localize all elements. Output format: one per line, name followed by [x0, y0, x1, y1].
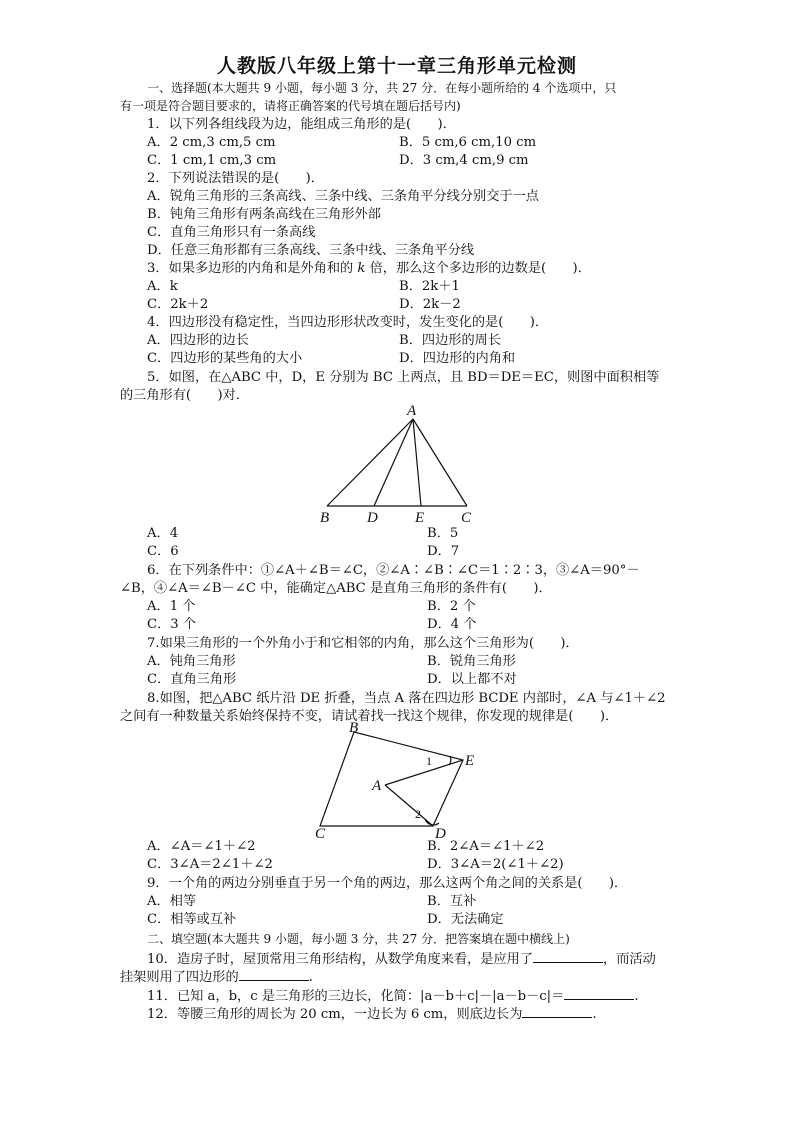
- q3-stem: 3．如果多边形的内角和是外角和的 k 倍，那么这个多边形的边数是( )．: [147, 261, 591, 276]
- q11-blank[interactable]: [564, 986, 634, 1000]
- q5-segment-ad: [374, 419, 413, 506]
- q8-option-c: C．3∠A＝2∠1＋∠2: [147, 857, 273, 872]
- q8-options-row2: [147, 856, 707, 874]
- q8-label-d: D: [435, 826, 446, 842]
- q12-line: 12．等腰三角形的周长为 20 cm，一边长为 6 cm，则底边长为 .: [147, 1004, 707, 1024]
- q5-label-d: D: [367, 510, 378, 526]
- q8-quadrilateral-bcde: [320, 732, 463, 826]
- q9-options-row2: [147, 911, 707, 929]
- q3-option-a: A．k: [147, 279, 178, 294]
- q6-options-row2: [147, 616, 707, 634]
- q5-stem-line1: 5．如图，在△ABC 中，D，E 分别为 BC 上两点，且 BD＝DE＝EC，则图中面积相等: [147, 370, 660, 385]
- q1-option-c: C．1 cm,1 cm,3 cm: [147, 153, 277, 168]
- q7-options-row2: [147, 671, 707, 689]
- q5-options-row1: [147, 525, 707, 543]
- q8-label-c: C: [315, 826, 326, 842]
- q5-option-d: D．7: [427, 544, 460, 559]
- q8-option-d: D．3∠A＝2(∠1＋∠2): [427, 857, 564, 872]
- q8-label-a: A: [372, 778, 382, 794]
- q5-label-a: A: [407, 403, 417, 419]
- q2-stem: 2．下列说法错误的是( )．: [147, 171, 324, 186]
- q8-stem-line1: 8.如图，把△ABC 纸片沿 DE 折叠，当点 A 落在四边形 BCDE 内部时，∠A 与∠1＋∠2: [147, 691, 666, 706]
- q2-option-d: D．任意三角形都有三条高线、三条中线、三条角平分线: [147, 243, 475, 258]
- q6-option-a: A．1 个: [147, 599, 196, 614]
- q12-blank[interactable]: [522, 1004, 592, 1018]
- q1-option-d: D．3 cm,4 cm,9 cm: [399, 153, 529, 168]
- q8-option-a: A．∠A＝∠1＋∠2: [147, 839, 256, 854]
- q1-option-b: B．5 cm,6 cm,10 cm: [399, 135, 537, 150]
- q7-option-d: D．以上都不对: [427, 672, 517, 687]
- q4-option-c: C．四边形的某些角的大小: [147, 351, 303, 366]
- q10-blank-1[interactable]: [533, 949, 603, 963]
- q3-option-d: D．2k－2: [399, 297, 461, 312]
- q5-options-row2: [147, 543, 707, 561]
- q1-stem: 1．以下列各组线段为边，能组成三角形的是( )．: [147, 117, 456, 132]
- q1-options-row2: [147, 152, 707, 170]
- q10-line1: 10．造房子时，屋顶常用三角形结构，从数学角度来看，是应用了 ，而活动: [147, 949, 707, 969]
- q6-stem-line2: ∠B，④∠A＝∠B－∠C 中，能确定△ABC 是直角三角形的条件有( )．: [120, 581, 552, 596]
- q5-option-c: C．6: [147, 544, 179, 559]
- q8-label-e: E: [465, 753, 475, 769]
- q8-label-angle2: 2: [415, 807, 421, 821]
- q5-label-c: C: [461, 510, 472, 526]
- q4-option-a: A．四边形的边长: [147, 333, 249, 348]
- q7-option-c: C．直角三角形: [147, 672, 237, 687]
- q8-fold-figure: [305, 720, 495, 845]
- q9-option-b: B．互补: [427, 894, 477, 909]
- q5-side-ab: [327, 419, 413, 506]
- q6-option-d: D．4 个: [427, 617, 477, 632]
- q1-options-row1: [147, 134, 707, 152]
- section1-intro-line2: 有一项是符合题目要求的，请将正确答案的代号填在题后括号内): [120, 99, 461, 113]
- q8-angle1-arc: [449, 756, 451, 765]
- q5-option-b: B．5: [427, 526, 459, 541]
- q8-segment-ea: [385, 760, 463, 785]
- q6-option-b: B．2 个: [427, 599, 476, 614]
- q5-label-e: E: [415, 510, 425, 526]
- q5-stem-line2: 的三角形有( )对．: [120, 388, 249, 403]
- q8-angle2-arc: [425, 819, 439, 825]
- q9-option-a: A．相等: [147, 894, 197, 909]
- q8-label-angle1: 1: [426, 754, 432, 768]
- q2-option-b: B．钝角三角形有两条高线在三角形外部: [147, 207, 381, 222]
- q5-triangle-figure: [310, 400, 490, 528]
- q9-option-d: D．无法确定: [427, 912, 504, 927]
- q8-option-b: B．2∠A＝∠1＋∠2: [427, 839, 545, 854]
- q7-option-b: B．锐角三角形: [427, 654, 516, 669]
- q4-option-b: B．四边形的周长: [399, 333, 502, 348]
- q4-options-row1: [147, 332, 707, 350]
- q5-option-a: A．4: [147, 526, 179, 541]
- q2-option-a: A．锐角三角形的三条高线、三条中线、三条角平分线分别交于一点: [147, 189, 539, 204]
- q4-option-d: D．四边形的内角和: [399, 351, 516, 366]
- section1-intro-line1: 一、选择题(本大题共 9 小题，每小题 3 分，共 27 分．在每小题所给的 4 个选项中，只: [147, 81, 617, 95]
- q5-segment-ae: [413, 419, 421, 506]
- q5-label-b: B: [320, 510, 330, 526]
- q8-label-b: B: [349, 720, 359, 736]
- q2-option-c: C．直角三角形只有一条高线: [147, 225, 316, 240]
- section2-intro: 二、填空题(本大题共 9 小题，每小题 3 分，共 27 分．把答案填在题中横线上): [147, 932, 570, 946]
- q5-side-ac: [413, 419, 467, 506]
- q3-option-c: C．2k＋2: [147, 297, 209, 312]
- q7-stem: 7.如果三角形的一个外角小于和它相邻的内角，那么这个三角形为( )．: [147, 636, 579, 651]
- q8-options-row1: [147, 838, 707, 856]
- page-title: 人教版八年级上第十一章三角形单元检测: [216, 55, 577, 77]
- q11-line: 11．已知 a，b，c 是三角形的三边长，化简：|a－b＋c|－|a－b－c|＝ .: [147, 986, 707, 1006]
- q3-options-row2: [147, 296, 707, 314]
- q9-stem: 9．一个角的两边分别垂直于另一个角的两边，那么这两个角之间的关系是( )．: [147, 876, 628, 891]
- q4-stem: 4．四边形没有稳定性，当四边形形状改变时，发生变化的是( )．: [147, 315, 549, 330]
- q1-option-a: A．2 cm,3 cm,5 cm: [147, 135, 276, 150]
- q6-option-c: C．3 个: [147, 617, 197, 632]
- q3-option-b: B．2k＋1: [399, 279, 460, 294]
- q7-options-row1: [147, 653, 707, 671]
- q9-option-c: C．相等或互补: [147, 912, 237, 927]
- q6-options-row1: [147, 598, 707, 616]
- q10-line2: 挂架则用了四边形的 .: [120, 967, 680, 987]
- q9-options-row1: [147, 893, 707, 911]
- q8-stem-line2: 之间有一种数量关系始终保持不变，请试着找一找这个规律，你发现的规律是( )．: [120, 709, 619, 724]
- q4-options-row2: [147, 350, 707, 368]
- q10-blank-2[interactable]: [239, 967, 309, 981]
- q6-stem-line1: 6．在下列条件中：①∠A＋∠B＝∠C，②∠A∶∠B∶∠C＝1∶2∶3，③∠A＝90°－: [147, 563, 640, 578]
- q7-option-a: A．钝角三角形: [147, 654, 236, 669]
- q3-options-row1: [147, 278, 707, 296]
